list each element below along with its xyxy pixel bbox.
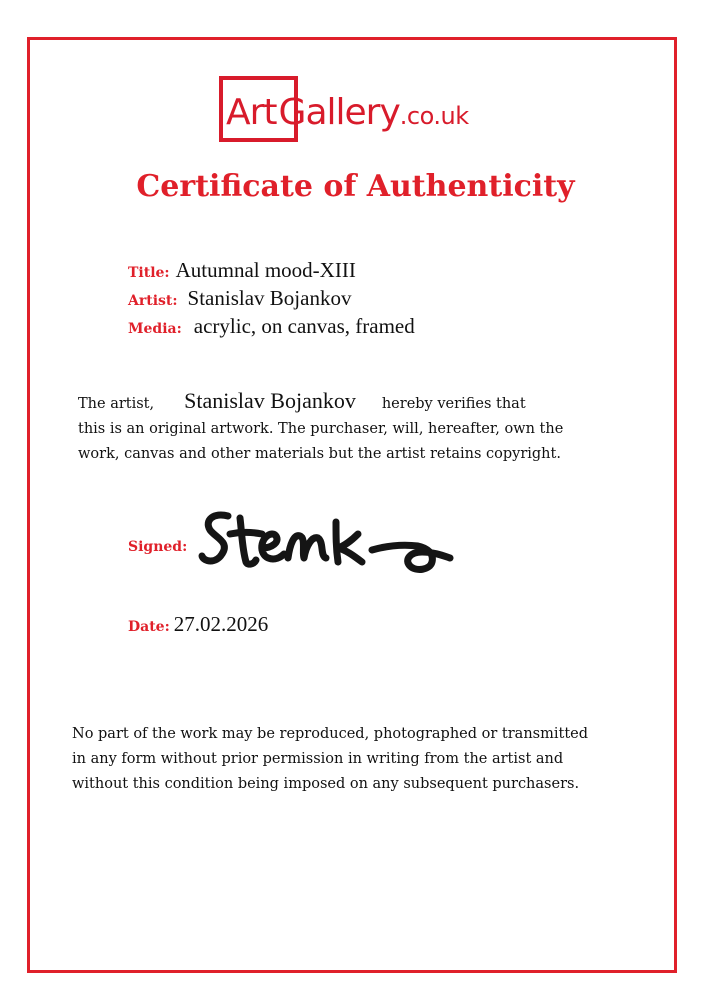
certificate-title: Certificate of Authenticity	[136, 169, 575, 204]
artist-field	[128, 286, 351, 311]
signed-label: Signed:	[128, 539, 188, 555]
media-label: Media:	[128, 321, 182, 337]
date-value: 27.02.2026	[173, 612, 269, 636]
verification-prefix: The artist,	[78, 396, 155, 412]
artist-signature	[196, 504, 466, 584]
logo-art-text: Art	[226, 92, 277, 133]
media-field	[128, 314, 415, 339]
logo-wordmark	[226, 92, 469, 133]
disclaimer-line-1: No part of the work may be reproduced, photographed or transmitted	[72, 726, 589, 742]
logo-gallery-text: Gallery	[278, 92, 400, 133]
artist-value: Stanislav Bojankov	[187, 286, 352, 310]
title-value: Autumnal mood-XIII	[175, 258, 356, 282]
artist-label: Artist:	[128, 293, 178, 309]
verification-suffix: hereby verifies that	[381, 396, 526, 412]
verification-statement	[78, 388, 638, 467]
copyright-disclaimer	[72, 722, 652, 797]
disclaimer-line-3: without this condition being imposed on any subsequent purchasers.	[72, 776, 580, 792]
signed-row	[128, 536, 187, 555]
verification-line-1	[78, 388, 638, 417]
disclaimer-line-2: in any form without prior permission in writing from the artist and	[72, 751, 564, 767]
date-row	[128, 612, 268, 637]
verification-line-3: work, canvas and other materials but the artist retains copyright.	[78, 446, 561, 462]
media-value: acrylic, on canvas, framed	[193, 314, 415, 338]
verification-line-2: this is an original artwork. The purchaser, will, hereafter, own the	[78, 421, 564, 437]
title-field	[128, 258, 356, 283]
verification-artist-name: Stanislav Bojankov	[184, 388, 356, 413]
logo-tld-text: .co.uk	[399, 102, 469, 130]
artgallery-logo	[212, 76, 532, 146]
title-label: Title:	[128, 265, 170, 281]
date-label: Date:	[128, 619, 170, 635]
